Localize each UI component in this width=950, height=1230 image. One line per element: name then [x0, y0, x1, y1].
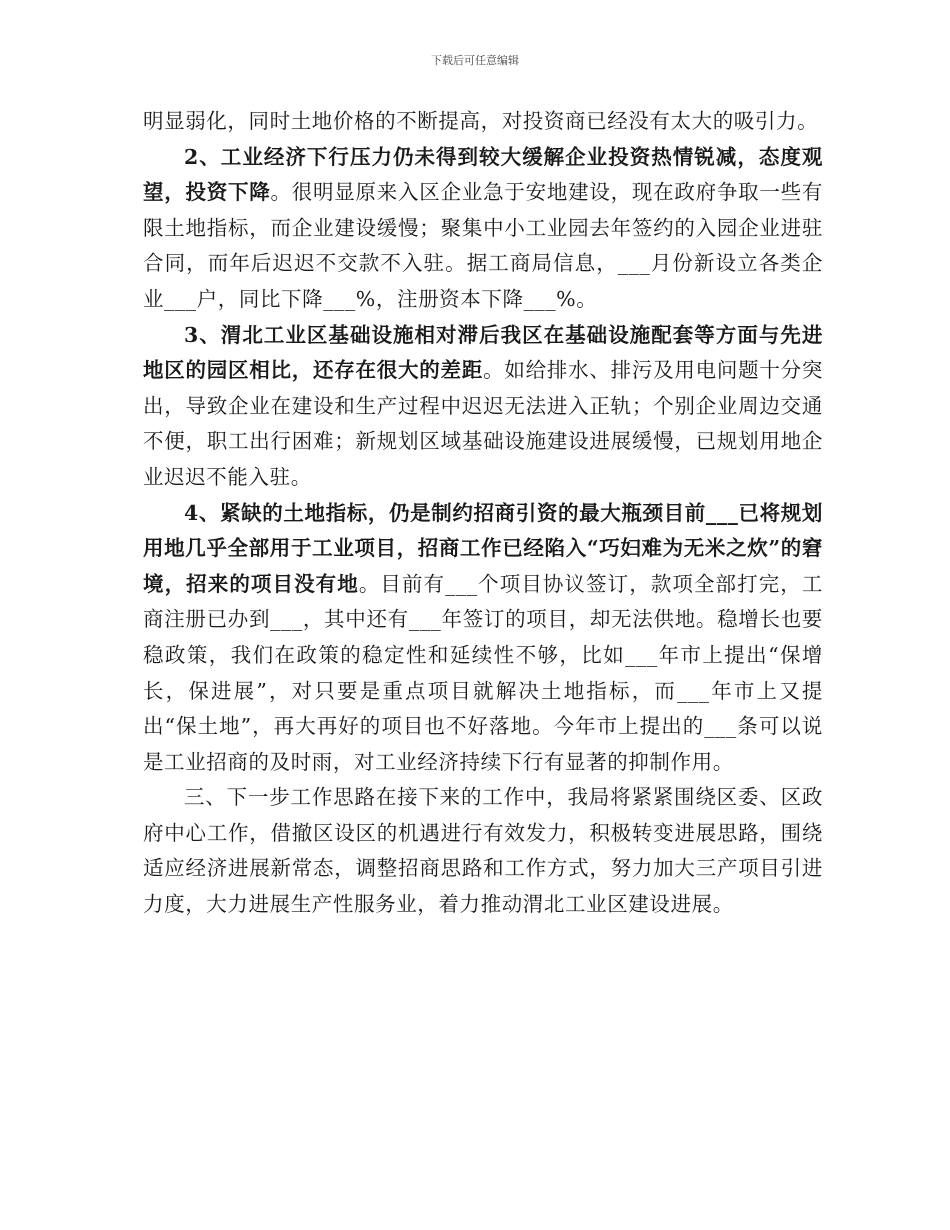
paragraph-4-heading: 4、紧缺的土地指标，仍是制约招商引资的最大瓶颈目前___已将规划用地几乎全部用于工业项目，招商工作已经陷入“巧妇难为无米之炊”的窘境，招来的项目没有地	[143, 500, 823, 596]
paragraph-2	[143, 140, 823, 318]
paragraph-2-heading: 2、工业经济下行压力仍未得到较大缓解企业投资热情锐减，态度观望，投资下降	[143, 144, 823, 205]
paragraph-4-text: 。目前有___个项目协议签订，款项全部打完，工商注册已办到___，其中还有___年签订的项目，却无法供地。稳增长也要稳政策，我们在政策的稳定性和延续性不够，比如___年市上提出“保增长，保进展”，对只要是重点项目就解决土地指标，而___年市上又提出“保土地”，再大再好的项目也不好落地。今年市上提出的___条可以说是工业招商的及时雨，对工业经济持续下行有显著的抑制作用。	[143, 571, 823, 774]
paragraph-2-text: 。很明显原来入区企业急于安地建设，现在政府争取一些有限土地指标，而企业建设缓慢；聚集中小工业园去年签约的入园企业进驻合同，而年后迟迟不交款不入驻。据工商局信息，___月份新设立各类企业___户，同比下降___%，注册资本下降___%。	[143, 180, 823, 311]
page-header: 下载后可任意编辑	[431, 54, 519, 67]
paragraph-5	[143, 780, 823, 922]
paragraph-3	[143, 318, 823, 496]
paragraph-1-text: 明显弱化，同时土地价格的不断提高，对投资商已经没有太大的吸引力。	[143, 109, 819, 133]
paragraph-5-text: 三、下一步工作思路在接下来的工作中，我局将紧紧围绕区委、区政府中心工作，借撤区设区的机遇进行有效发力，积极转变进展思路，围绕适应经济进展新常态，调整招商思路和工作方式，努力加大三产项目引进力度，大力进展生产性服务业，着力推动渭北工业区建设进展。	[143, 785, 823, 917]
document-body	[143, 104, 823, 923]
paragraph-3-heading: 3、渭北工业区基础设施相对滞后我区在基础设施配套等方面与先进地区的园区相比，还存在很大的差距	[143, 322, 823, 383]
paragraph-3-text: 。如给排水、排污及用电问题十分突出，导致企业在建设和生产过程中迟迟无法进入正轨；个别企业周边交通不便，职工出行困难；新规划区域基础设施建设进展缓慢，已规划用地企业迟迟不能入驻。	[143, 358, 823, 489]
paragraph-4	[143, 496, 823, 781]
paragraph-1	[143, 104, 823, 140]
